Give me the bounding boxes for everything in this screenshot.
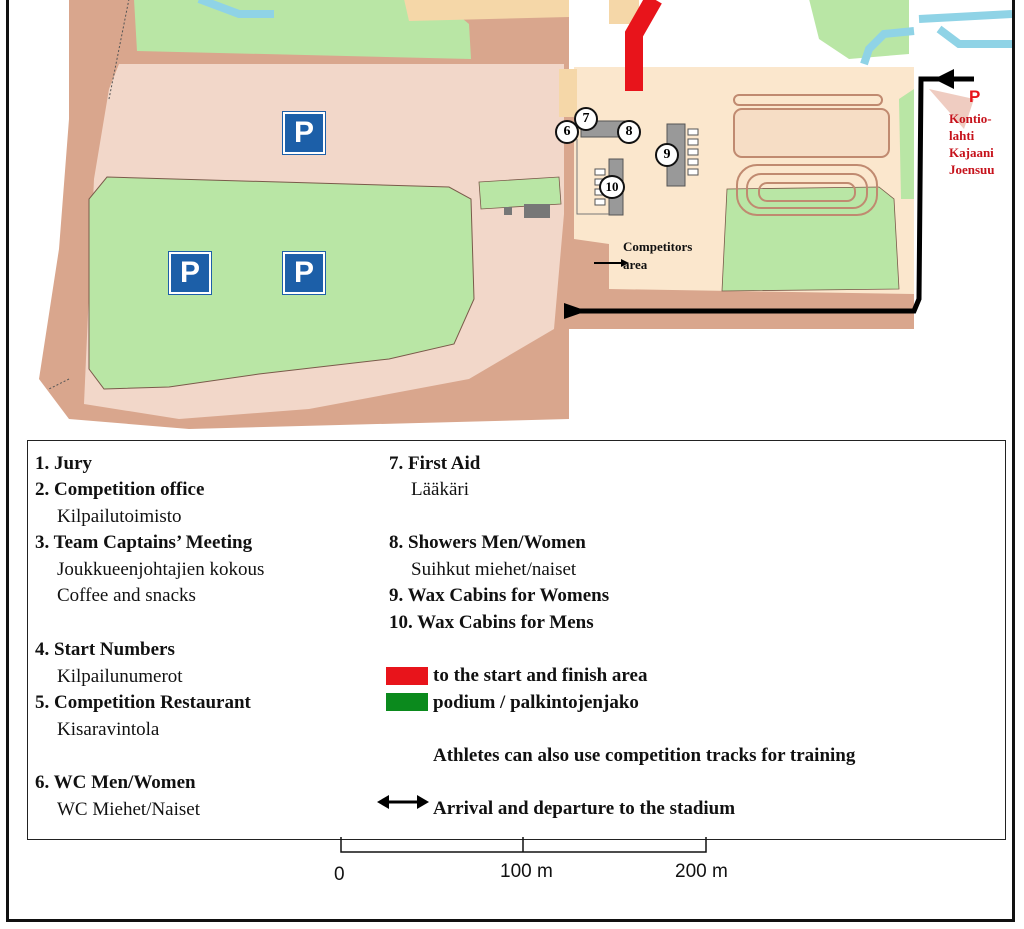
- legend-item-2: 2. Competition office: [35, 479, 205, 500]
- legend-item-7-sub: Lääkäri: [411, 479, 470, 500]
- legend-item-5: 5. Competition Restaurant: [35, 692, 251, 713]
- legend-arrival-arrow: [377, 793, 429, 811]
- stadium-green-edge: [899, 89, 914, 199]
- scale-label-100: 100 m: [500, 861, 553, 882]
- legend-red-label: to the start and finish area: [433, 665, 648, 686]
- legend-green-label: podium / palkintojenjako: [433, 692, 639, 713]
- stadium-edge: [559, 69, 577, 117]
- competitors-label-2: area: [623, 257, 648, 272]
- scale-label-200: 200 m: [675, 861, 728, 882]
- building-small-2: [524, 204, 550, 218]
- parking-sign-3: P: [283, 252, 325, 294]
- legend-item-4: 4. Start Numbers: [35, 639, 175, 660]
- training-note: Athletes can also use competition tracks for training: [433, 745, 856, 766]
- legend-item-5-sub: Kisaravintola: [57, 719, 160, 740]
- departure-arrow: [934, 69, 954, 89]
- legend-item-3-extra: Coffee and snacks: [57, 585, 196, 606]
- marker-8: 8: [617, 120, 641, 144]
- direction-label-4: Joensuu: [949, 162, 995, 177]
- external-parking-label: P: [969, 87, 981, 106]
- legend-red-swatch: [386, 667, 428, 685]
- parking-sign-2: P: [169, 252, 211, 294]
- stream-right: [919, 14, 1012, 44]
- legend-item-10: 10. Wax Cabins for Mens: [389, 612, 594, 633]
- stadium-green: [722, 187, 899, 291]
- legend-item-3-sub: Joukkueenjohtajien kokous: [57, 559, 265, 580]
- competitors-label-1: Competitors: [623, 239, 693, 254]
- scale-label-0: 0: [334, 864, 345, 885]
- building-small-1: [504, 207, 512, 215]
- marker-10: 10: [599, 175, 625, 199]
- direction-label-3: Kajaani: [949, 145, 994, 160]
- legend-item-7: 7. First Aid: [389, 453, 481, 474]
- legend-item-4-sub: Kilpailunumerot: [57, 666, 183, 687]
- legend-item-1: 1. Jury: [35, 453, 92, 474]
- legend-arrival-label: Arrival and departure to the stadium: [433, 798, 736, 819]
- marker-9: 9: [655, 143, 679, 167]
- legend-item-6-sub: WC Miehet/Naiset: [57, 799, 200, 820]
- legend-item-9: 9. Wax Cabins for Womens: [389, 585, 610, 606]
- legend-item-8-sub: Suihkut miehet/naiset: [411, 559, 577, 580]
- marker-7: 7: [574, 107, 598, 131]
- marker-6: 6: [555, 120, 579, 144]
- legend-green-swatch: [386, 693, 428, 711]
- parking-sign-1: P: [283, 112, 325, 154]
- scale-bar: [334, 837, 714, 857]
- legend-item-8: 8. Showers Men/Women: [389, 532, 586, 553]
- map-frame: [6, 0, 1015, 922]
- legend-item-6: 6. WC Men/Women: [35, 772, 196, 793]
- direction-label-1: Kontio-: [949, 111, 992, 126]
- stadium-map: [9, 0, 1012, 439]
- legend-item-3: 3. Team Captains’ Meeting: [35, 532, 253, 553]
- direction-label-2: lahti: [949, 128, 975, 143]
- legend-item-2-sub: Kilpailutoimisto: [57, 506, 182, 527]
